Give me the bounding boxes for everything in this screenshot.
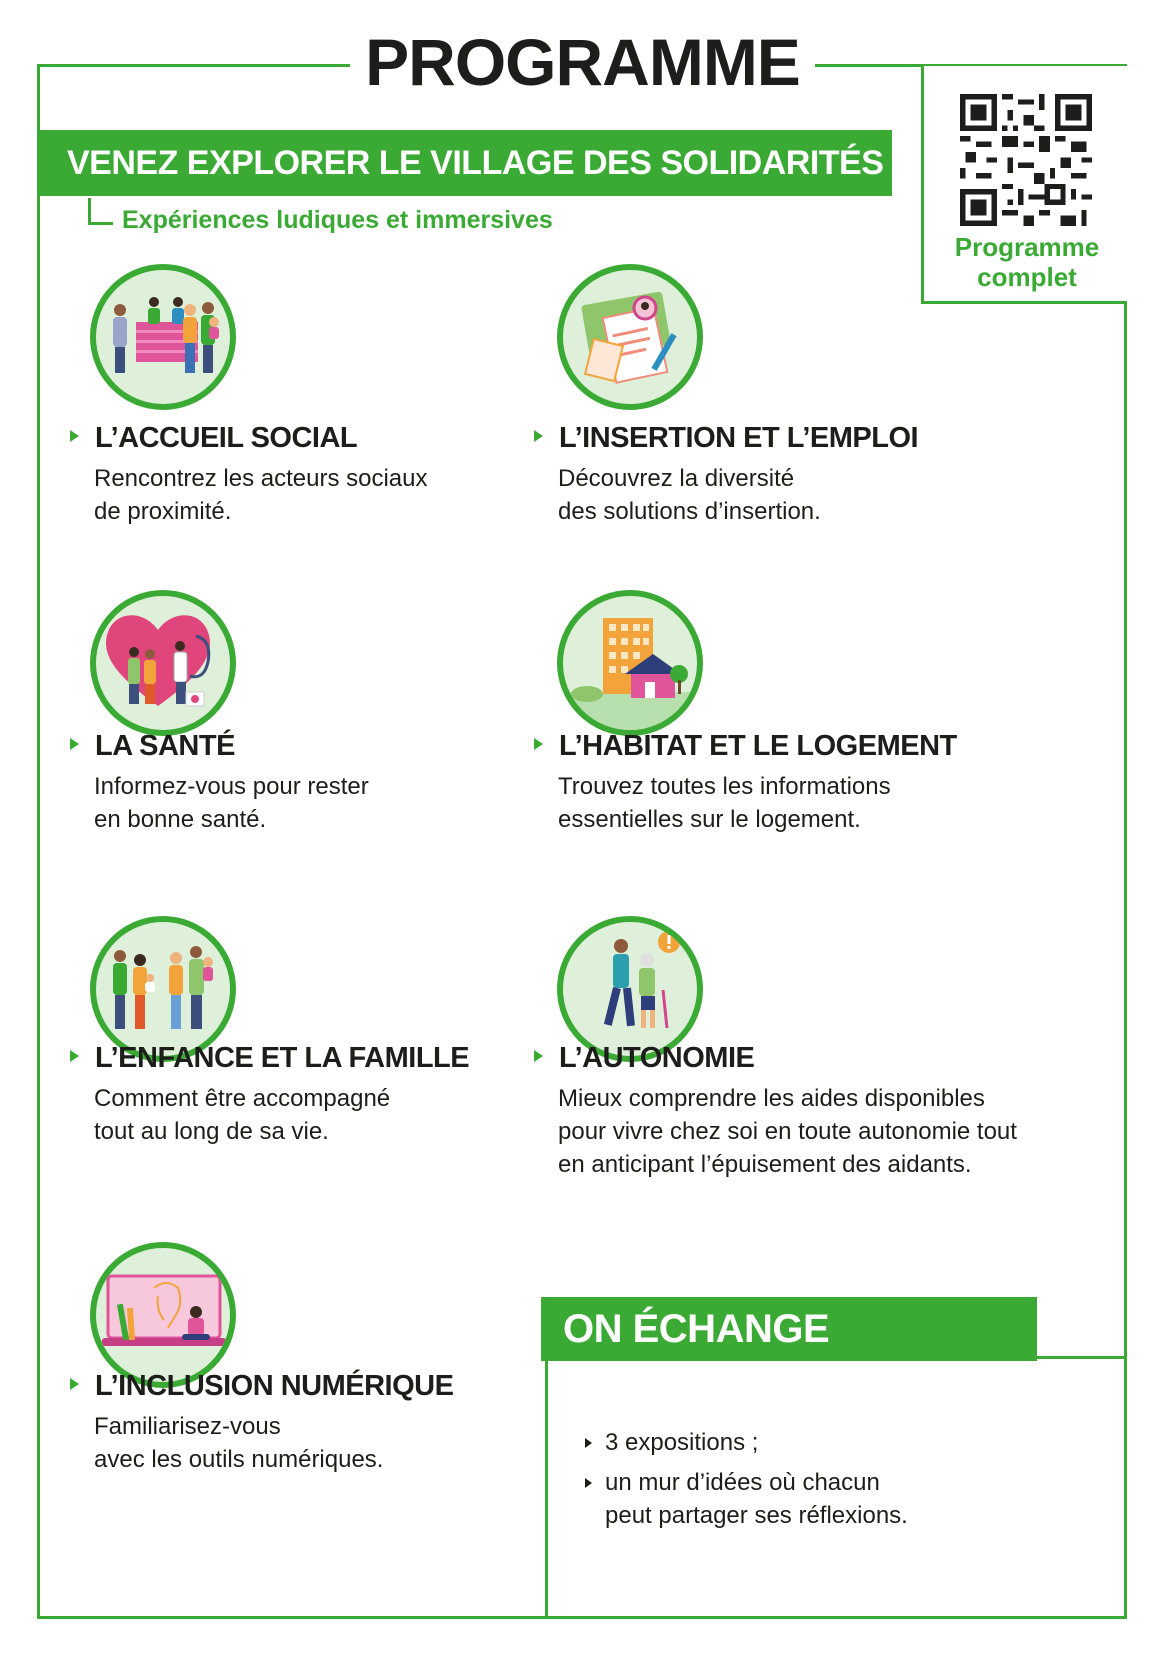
digital-screen-icon xyxy=(90,1242,236,1388)
qr-label-line2: complet xyxy=(977,262,1077,292)
item-title-enfance: L’ENFANCE ET LA FAMILLE xyxy=(70,1042,469,1075)
family-icon xyxy=(90,916,236,1062)
triangle-bullet-icon xyxy=(70,430,79,442)
qr-label-line1: Programme xyxy=(954,232,1100,262)
item-title-sante: LA SANTÉ xyxy=(70,730,235,763)
subtitle-bracket xyxy=(88,198,113,225)
item-title-habitat: L’HABITAT ET LE LOGEMENT xyxy=(534,730,957,763)
item-desc-habitat: Trouvez toutes les informations essentielles sur le logement. xyxy=(558,773,891,833)
item-desc-insertion: Découvrez la diversité des solutions d’insertion. xyxy=(558,465,821,525)
exchange-bullet: un mur d’idées où chacun peut partager ses réflexions. xyxy=(585,1466,908,1532)
triangle-bullet-icon xyxy=(70,1050,79,1062)
qr-panel[interactable] xyxy=(921,66,1127,304)
housing-icon xyxy=(557,590,703,736)
item-title-autonomie: L’AUTONOMIE xyxy=(534,1042,754,1075)
triangle-bullet-icon xyxy=(534,738,543,750)
heart-health-icon xyxy=(90,590,236,736)
main-banner: VENEZ EXPLORER LE VILLAGE DES SOLIDARITÉS xyxy=(37,130,892,196)
reception-desk-icon xyxy=(90,264,236,410)
triangle-bullet-icon xyxy=(534,430,543,442)
triangle-bullet-icon xyxy=(534,1050,543,1062)
qr-label xyxy=(924,232,1130,292)
item-title-insertion: L’INSERTION ET L’EMPLOI xyxy=(534,422,918,455)
page-title: PROGRAMME xyxy=(350,22,815,102)
subtitle: Expériences ludiques et immersives xyxy=(122,206,553,234)
item-title-inclusion: L’INCLUSION NUMÉRIQUE xyxy=(70,1370,453,1403)
item-desc-accueil: Rencontrez les acteurs sociaux de proximité. xyxy=(94,465,428,525)
item-desc-sante: Informez-vous pour rester en bonne santé. xyxy=(94,773,369,833)
item-desc-enfance: Comment être accompagné tout au long de sa vie. xyxy=(94,1085,391,1145)
qr-code-icon[interactable] xyxy=(960,94,1092,226)
exchange-bullet: 3 expositions ; xyxy=(585,1426,758,1459)
triangle-bullet-icon xyxy=(70,1378,79,1390)
item-desc-autonomie: Mieux comprendre les aides disponibles pour vivre chez soi en toute autonomie tout en anticipant l’épuisement des aidants. xyxy=(558,1085,1017,1178)
caregiver-icon xyxy=(557,916,703,1062)
triangle-bullet-icon xyxy=(585,1478,592,1488)
cv-documents-icon xyxy=(557,264,703,410)
item-title-accueil: L’ACCUEIL SOCIAL xyxy=(70,422,357,455)
item-desc-inclusion: Familiarisez-vous avec les outils numériques. xyxy=(94,1413,384,1473)
exchange-title: ON ÉCHANGE ENSEMBLE xyxy=(541,1297,1037,1361)
triangle-bullet-icon xyxy=(70,738,79,750)
triangle-bullet-icon xyxy=(585,1438,592,1448)
